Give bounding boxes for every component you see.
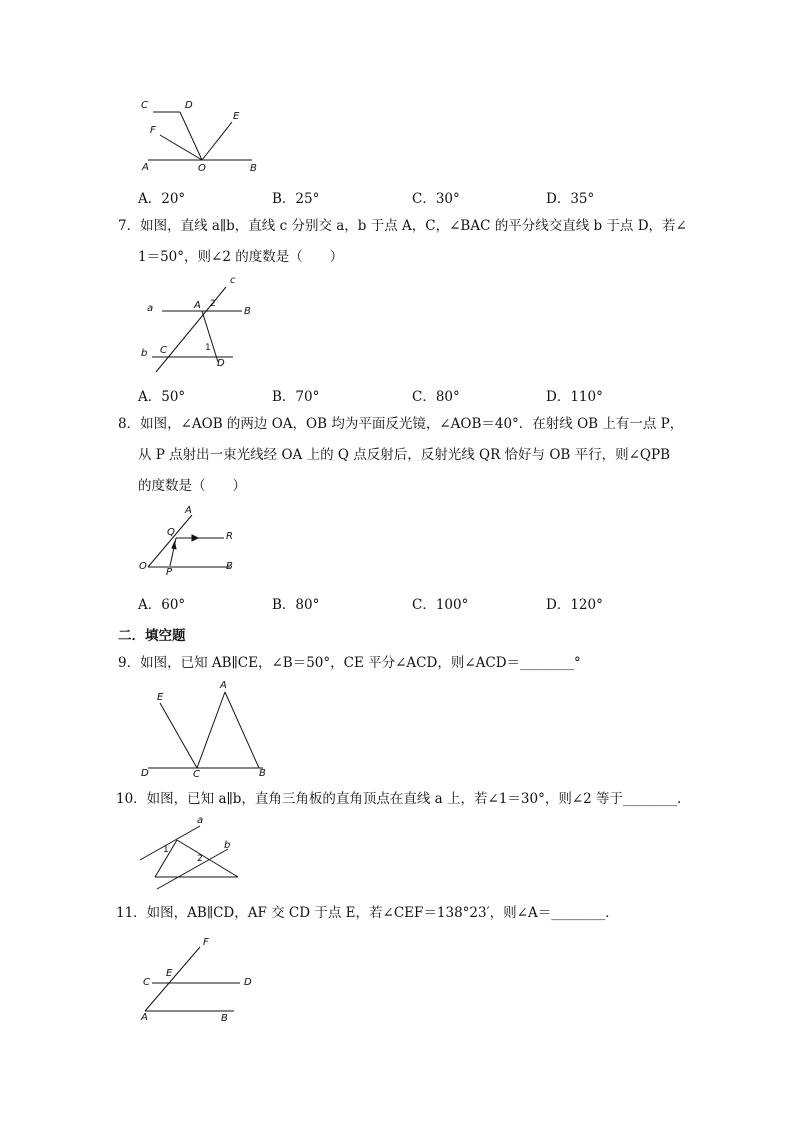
- label-O: O: [139, 561, 147, 572]
- q6-option-d[interactable]: D．35°: [546, 191, 595, 207]
- q7-option-d[interactable]: D．110°: [546, 389, 603, 405]
- label-Q: Q: [167, 527, 175, 538]
- label-D: D: [217, 358, 225, 369]
- q8-text-line2: 从 P 点射出一束光线经 OA 上的 Q 点反射后，反射光线 QR 恰好与 OB 平行，则∠QPB: [138, 447, 670, 463]
- q8-option-b[interactable]: B．80°: [272, 597, 320, 613]
- label-D: D: [141, 768, 149, 779]
- q8-text-line1: 8．如图，∠AOB 的两边 OA，OB 均为平面反光镜，∠AOB＝40°．在射线 OB 上有一点 P，: [118, 416, 684, 432]
- q7-option-b[interactable]: B．70°: [272, 389, 320, 405]
- label-C: C: [141, 100, 148, 111]
- label-B: B: [221, 1013, 228, 1024]
- label-C: C: [143, 977, 150, 988]
- q6-option-a[interactable]: A．20°: [138, 191, 186, 207]
- label-b: b: [141, 348, 148, 359]
- label-a: a: [197, 815, 204, 826]
- q7-text-line2: 1＝50°，则∠2 的度数是（ ）: [138, 249, 344, 265]
- label-a: a: [147, 303, 154, 314]
- label-E: E: [166, 968, 173, 979]
- label-C: C: [160, 345, 167, 356]
- label-angle-2: 2: [210, 299, 216, 309]
- q7-option-c[interactable]: C．80°: [412, 389, 460, 405]
- q10-text: 10．如图，已知 a∥b，直角三角板的直角顶点在直线 a 上，若∠1＝30°，则∠2 等于________．: [116, 791, 691, 807]
- q7-text-line1: 7．如图，直线 a∥b，直线 c 分别交 a，b 于点 A，C，∠BAC 的平分线交直线 b 于点 D，若∠: [118, 218, 687, 234]
- label-C: C: [193, 769, 200, 780]
- label-A: A: [142, 162, 149, 173]
- label-E: E: [233, 111, 240, 122]
- label-A: A: [194, 300, 201, 311]
- label-angle-1: 1: [163, 845, 169, 855]
- label-O: O: [198, 163, 206, 174]
- label-E: E: [157, 692, 164, 703]
- q8-option-a[interactable]: A．60°: [138, 597, 186, 613]
- label-R: R: [226, 531, 233, 542]
- label-angle-2: 2: [197, 854, 203, 864]
- label-B: B: [250, 163, 257, 174]
- q7-option-a[interactable]: A．50°: [138, 389, 186, 405]
- label-A: A: [220, 680, 227, 691]
- label-c: c: [230, 275, 236, 286]
- q8-option-d[interactable]: D．120°: [546, 597, 603, 613]
- q8-text-line3: 的度数是（ ）: [138, 478, 246, 494]
- label-angle-1: 1: [205, 343, 211, 353]
- label-B: B: [244, 306, 251, 317]
- label-A: A: [185, 505, 192, 516]
- q6-option-c[interactable]: C．30°: [412, 191, 460, 207]
- q6-option-b[interactable]: B．25°: [272, 191, 320, 207]
- q8-option-c[interactable]: C．100°: [412, 597, 469, 613]
- label-B: B: [259, 768, 266, 779]
- label-A: A: [141, 1012, 148, 1023]
- label-D: D: [185, 100, 193, 111]
- q9-text: 9．如图，已知 AB∥CE，∠B＝50°，CE 平分∠ACD，则∠ACD＝________°: [118, 655, 581, 671]
- label-b: b: [224, 840, 231, 851]
- section-title-fill-in: 二．填空题: [118, 628, 186, 644]
- label-P: P: [166, 567, 173, 578]
- label-D: D: [244, 977, 252, 988]
- label-F: F: [203, 937, 209, 948]
- label-F: F: [150, 125, 156, 136]
- q11-text: 11．如图，AB∥CD，AF 交 CD 于点 E，若∠CEF＝138°23′，则∠A＝________．: [116, 905, 619, 921]
- label-B: B: [226, 561, 233, 572]
